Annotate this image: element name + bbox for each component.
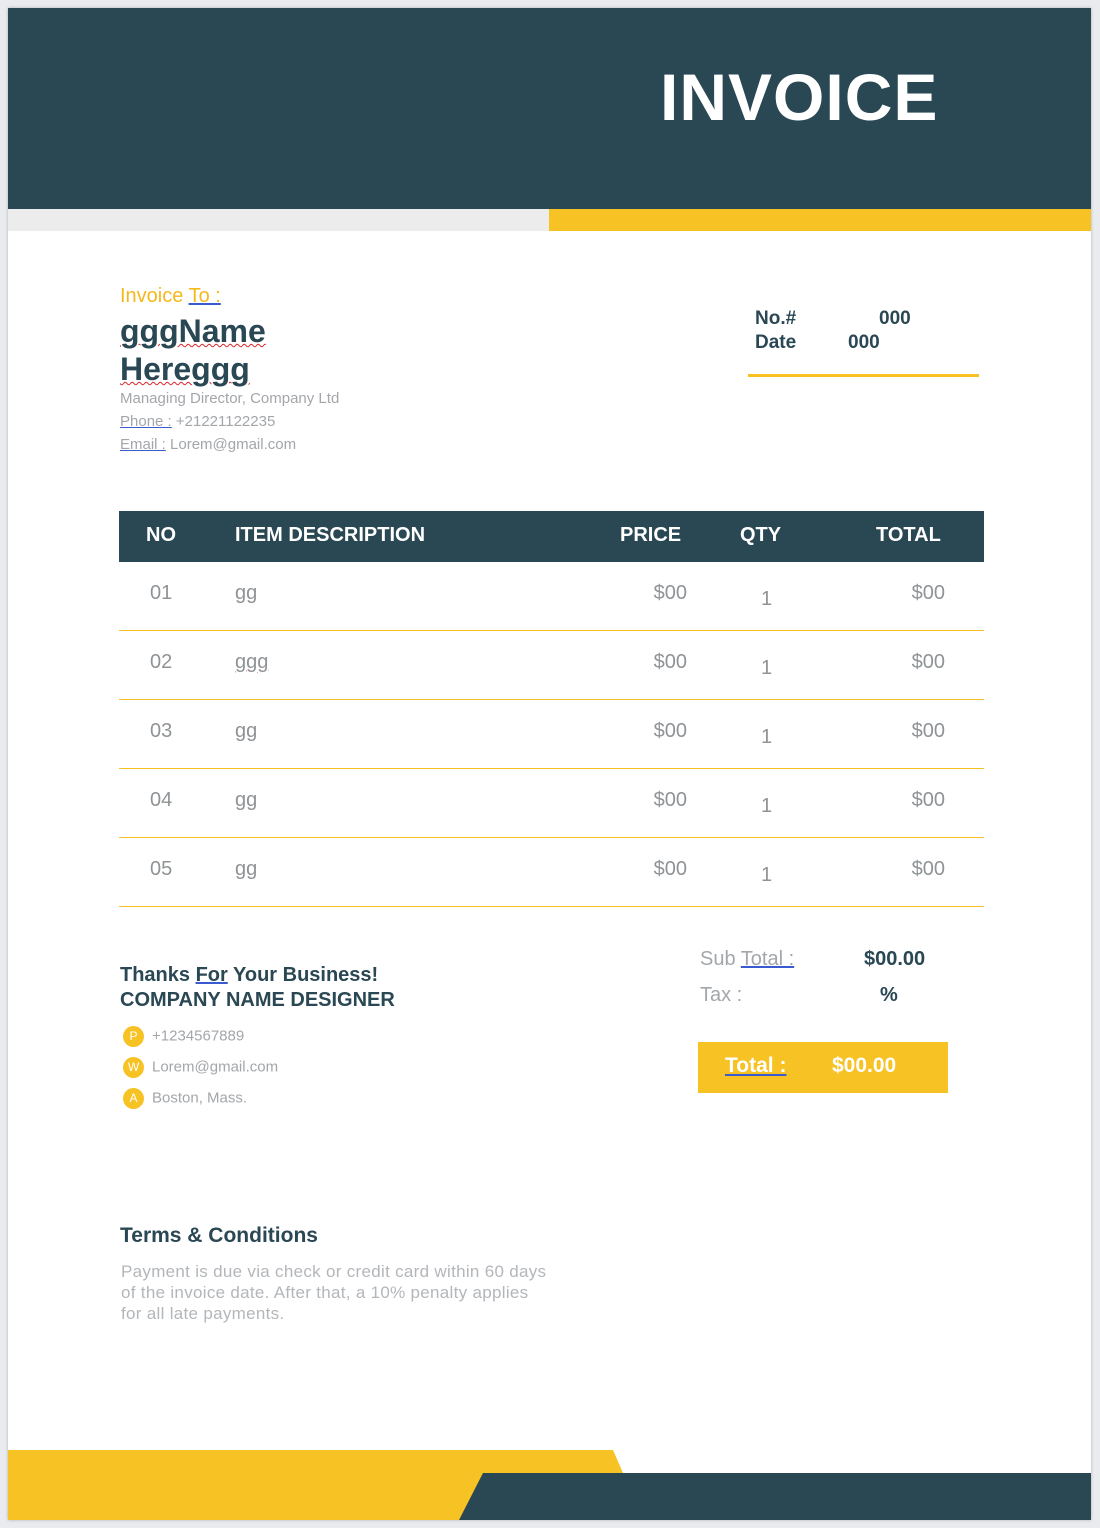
thanks-block	[120, 963, 395, 1013]
invoice-meta	[748, 306, 979, 377]
row-qty[interactable]: 1	[761, 795, 773, 817]
invoice-number-value[interactable]: 000	[879, 308, 911, 329]
invoice-number-label: No.#	[755, 308, 797, 329]
thanks-part2: For	[195, 964, 228, 986]
header-band	[8, 8, 1091, 209]
column-header-total: TOTAL	[876, 524, 941, 546]
table-header	[119, 511, 984, 562]
web-badge-icon: W	[123, 1057, 144, 1078]
invoice-to-underlined: To :	[188, 285, 221, 307]
column-header-description: ITEM DESCRIPTION	[235, 524, 426, 546]
invoice-date-value[interactable]: 000	[848, 332, 880, 353]
tax-label: Tax :	[700, 984, 743, 1006]
row-price[interactable]: $00	[653, 582, 687, 604]
total-label: Total :	[725, 1054, 787, 1077]
row-price[interactable]: $00	[653, 858, 687, 880]
contact-phone-text: +1234567889	[152, 1027, 245, 1045]
sub-total-prefix: Sub	[700, 948, 741, 970]
header-strip-gray	[8, 209, 549, 231]
column-header-no: NO	[146, 524, 176, 546]
client-role: Managing Director, Company Ltd	[120, 390, 340, 407]
tax-value[interactable]: %	[880, 984, 898, 1006]
row-qty[interactable]: 1	[761, 726, 773, 748]
thanks-part3: Your Business!	[227, 964, 379, 986]
invoice-page	[8, 8, 1091, 1520]
thanks-part1: Thanks	[120, 964, 196, 986]
header-strip-yellow	[549, 209, 1091, 231]
sub-total-label	[700, 948, 794, 971]
client-phone	[120, 413, 275, 430]
total-box	[698, 1042, 948, 1093]
contact-address	[123, 1088, 247, 1109]
row-total: $00	[911, 858, 945, 880]
row-qty[interactable]: 1	[761, 864, 773, 886]
client-phone-label: Phone :	[120, 413, 172, 430]
table-row	[119, 562, 984, 631]
invoice-to-prefix: Invoice	[120, 285, 189, 307]
total-value: $00.00	[832, 1054, 897, 1077]
row-price[interactable]: $00	[653, 720, 687, 742]
terms-title: Terms & Conditions	[120, 1224, 318, 1247]
row-total: $00	[911, 789, 945, 811]
address-badge-icon: A	[123, 1088, 144, 1109]
row-qty[interactable]: 1	[761, 657, 773, 679]
row-price[interactable]: $00	[653, 789, 687, 811]
row-no: 02	[150, 651, 173, 673]
row-description[interactable]: gg	[235, 720, 258, 742]
contact-phone	[123, 1026, 244, 1047]
row-description[interactable]: gg	[235, 858, 258, 880]
row-qty[interactable]: 1	[761, 588, 773, 610]
invoice-title: INVOICE	[660, 60, 939, 134]
column-header-qty: QTY	[740, 524, 782, 546]
invoice-to-label	[120, 285, 221, 308]
items-table	[119, 511, 984, 907]
client-name[interactable]	[120, 312, 266, 388]
contact-web	[123, 1057, 278, 1078]
phone-badge-icon: P	[123, 1026, 144, 1047]
row-no: 01	[150, 582, 173, 604]
client-name-line1: gggName	[120, 313, 266, 349]
table-row	[119, 838, 984, 907]
client-email-value: Lorem@gmail.com	[165, 436, 297, 453]
row-no: 04	[150, 789, 173, 811]
terms-body: Payment is due via check or credit card within 60 days of the invoice date. After that, a 10% penalty applies for all late payments.	[121, 1262, 547, 1323]
row-no: 05	[150, 858, 173, 880]
contact-address-text: Boston, Mass.	[152, 1089, 248, 1107]
client-phone-value: +21221122235	[171, 413, 276, 430]
company-name: COMPANY NAME DESIGNER	[120, 989, 395, 1011]
contact-web-text: Lorem@gmail.com	[152, 1058, 279, 1076]
row-description[interactable]: gg	[235, 789, 258, 811]
row-price[interactable]: $00	[653, 651, 687, 673]
row-description[interactable]: gg	[235, 582, 258, 604]
table-row	[119, 700, 984, 769]
row-no: 03	[150, 720, 173, 742]
row-total: $00	[911, 582, 945, 604]
client-name-line2: Hereggg	[120, 351, 250, 387]
client-email-label: Email :	[120, 436, 166, 453]
table-row	[119, 631, 984, 700]
sub-total-value: $00.00	[864, 948, 926, 970]
thanks-message	[120, 963, 395, 988]
row-total: $00	[911, 720, 945, 742]
row-description[interactable]: ggg	[235, 651, 269, 673]
client-email	[120, 436, 296, 453]
column-header-price: PRICE	[620, 524, 682, 546]
table-row	[119, 769, 984, 838]
sub-total-underlined: Total :	[740, 948, 795, 970]
invoice-date-label: Date	[755, 332, 797, 353]
row-total: $00	[911, 651, 945, 673]
